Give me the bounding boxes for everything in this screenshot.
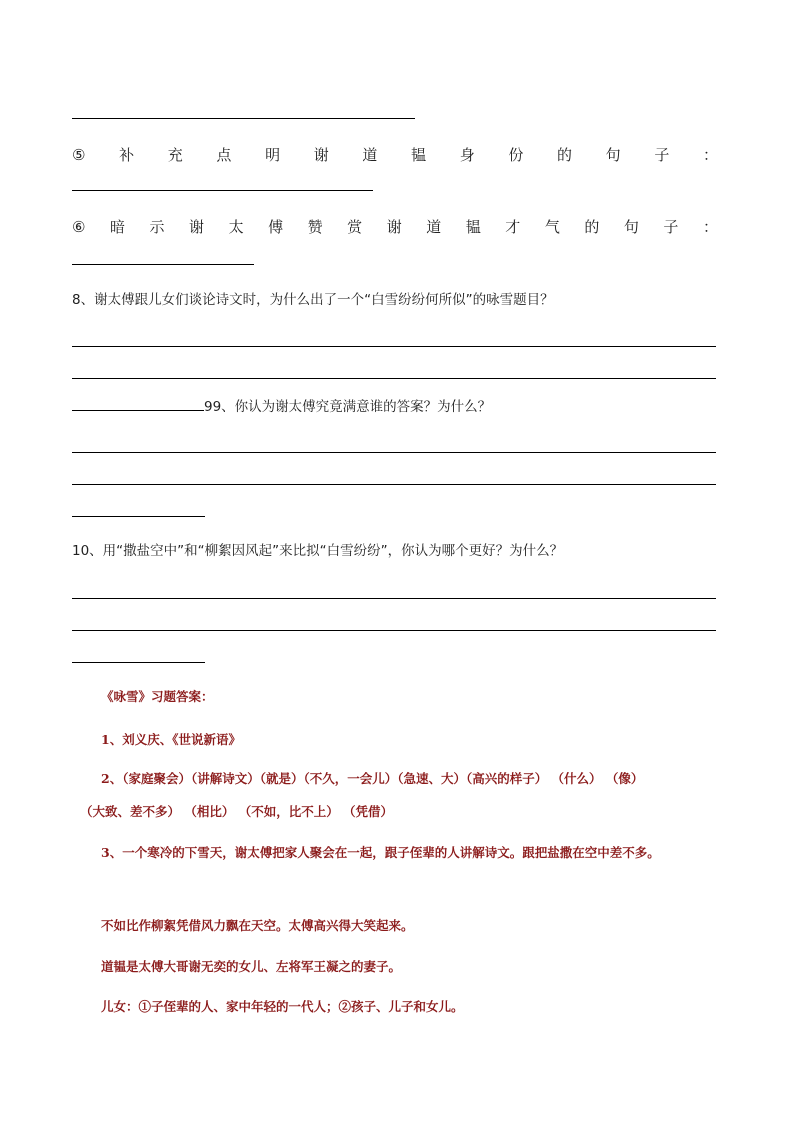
q5-char: 谢 [313,146,329,164]
q6-char: 赞 [307,218,323,236]
answer-2-line-2: （大致、差不多） （相比） （不如，比不上） （凭借） [80,804,394,819]
q6-char: 子 [663,218,679,236]
q6-char: 道 [426,218,442,236]
q5-char: 韫 [411,146,427,164]
answer-blank-line [72,346,716,347]
answer-3: 3、一个寒冷的下雪天，谢太傅把家人聚会在一起，跟子侄辈的人讲解诗文。跟把盐撒在空中差不多。 [101,845,660,860]
answer-blank-line [72,396,204,411]
answer-blank-line [72,662,205,663]
answer-blank-line [72,378,716,379]
q5-char: 句 [605,146,621,164]
answer-blank-line [72,598,716,599]
question-10: 10、用“撒盐空中”和“柳絮因风起”来比拟“白雪纷纷”，你认为哪个更好？为什么？ [72,543,564,559]
q5-char: 补 [119,146,135,164]
q6-char: ⑥ [72,218,86,236]
answer-blank-line [72,118,415,119]
q6-char: 赏 [347,218,363,236]
q5-char: ⑤ [72,146,86,164]
q6-char: 傅 [268,218,284,236]
question-6-prompt [72,217,718,237]
answer-note-ernv: 儿女：①子侄辈的人、家中年轻的一代人；②孩子、儿子和女儿。 [101,999,464,1014]
q6-char: 谢 [189,218,205,236]
q6-char: ： [702,218,718,236]
q6-char: 气 [544,218,560,236]
q6-char: 谢 [386,218,402,236]
q5-char: 的 [557,146,573,164]
q6-char: 才 [505,218,521,236]
answers-title: 《咏雪》习题答案： [101,689,214,704]
answer-note-daoyun: 道韫是太傅大哥谢无奕的女儿、左将军王凝之的妻子。 [101,959,402,974]
answer-2-line-1: 2、（家庭聚会）（讲解诗文）（就是）（不久，一会儿）（急速、大）（高兴的样子） （什么） （像） [101,771,644,786]
q6-char: 的 [584,218,600,236]
question-9-row [72,396,491,417]
q5-char: 份 [508,146,524,164]
q5-char: 子 [654,146,670,164]
answer-blank-line [72,630,716,631]
answer-1: 1、刘义庆、《世说新语》 [101,732,241,747]
answer-blank-line [72,264,254,265]
answer-blank-line [72,484,716,485]
q6-char: 太 [228,218,244,236]
q5-char: 点 [216,146,232,164]
q6-char: 示 [149,218,165,236]
answer-3-continued: 不如比作柳絮凭借风力飘在天空。太傅高兴得大笑起来。 [101,918,414,933]
q6-char: 韫 [465,218,481,236]
question-8: 8、谢太傅跟儿女们谈论诗文时，为什么出了一个“白雪纷纷何所似”的咏雪题目？ [72,292,554,308]
question-9: 99、你认为谢太傅究竟满意谁的答案？为什么？ [204,399,492,415]
q6-char: 句 [623,218,639,236]
answer-blank-line [72,452,716,453]
question-5-prompt [72,145,718,165]
q5-char: 身 [459,146,475,164]
q6-char: 暗 [109,218,125,236]
q5-char: 道 [362,146,378,164]
answer-blank-line [72,190,373,191]
q5-char: ： [702,146,718,164]
answer-blank-line [72,516,205,517]
q5-char: 充 [167,146,183,164]
q5-char: 明 [265,146,281,164]
